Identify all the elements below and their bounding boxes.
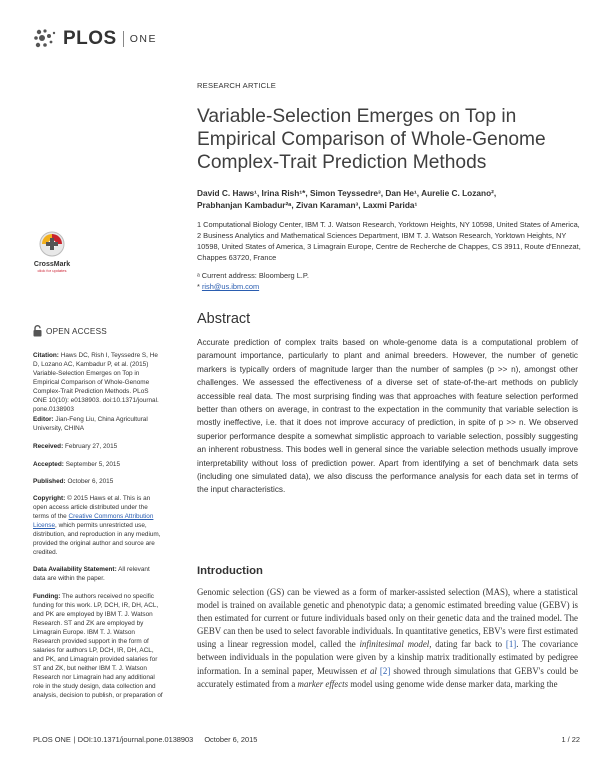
crossmark-badge[interactable] — [32, 231, 72, 273]
footer-date: October 6, 2015 — [204, 735, 258, 744]
journal-name: ONE — [129, 33, 157, 45]
article-type: RESEARCH ARTICLE — [197, 81, 277, 90]
footer-doi: DOI:10.1371/journal.pone.0138903 — [77, 735, 194, 744]
data-availability-text: All relevant data are within the paper. — [33, 566, 150, 582]
intro-em-3: marker effects — [297, 678, 349, 689]
received-block — [33, 442, 163, 451]
open-access-badge — [33, 325, 107, 337]
introduction-heading: Introduction — [197, 565, 263, 577]
published-label: Published: — [33, 478, 66, 485]
citation-link-1[interactable]: [1] — [505, 639, 517, 650]
authors-line-2: Prabhanjan Kambadur²ᵃ, Zivan Karaman³, Laxmi Parida¹ — [197, 200, 418, 210]
citation-link-2[interactable]: [2] — [379, 665, 391, 676]
received-label: Received: — [33, 443, 64, 450]
funding-text: The authors received no specific funding for this work. LP, DCH, IR, DH, ACL, and PK are employed by IBM T. J. Watson Research. ST and ZK are employed by Limagrain Europe. IBM T. J. Watson Research provided support in the form of salaries for authors LP, DCH, IR, DH, ACL, and PK, and Limagrain provided salaries for ST and ZK, but neither IBM T. J. Watson Research nor Limagrain had any additional role in the study design, data collection and analysis, decision to publish, or preparation of — [33, 593, 163, 699]
received-date: February 27, 2015 — [64, 443, 118, 450]
accepted-date: September 5, 2015 — [65, 461, 121, 468]
affiliations: 1 Computational Biology Center, IBM T. J. Watson Research, Yorktown Heights, NY 10598, United States of America, 2 Business Analytics and Mathematical Sciences Department, IBM T. J. Watson Research, Yorktown Heights, NY 10598, United States of America, 3 Limagrain Europe, Centre de Recherche de Chappes, CS 3911, Route d'Ennezat, Chappes 63720, France — [197, 220, 581, 262]
intro-text-a: Genomic selection (GS) can be viewed as a form of marker-assisted selection (MAS), where a statistical model is trained on available genetic and phenotypic data; a genomic estimated breeding value (GEBV) is then estimated for current or future individuals based only on their genetic data and the trained model. The GEBV can then be used to select favorable individuals. In quantitative genetics, EBV's were first estimated using a linear regression model, called the — [197, 587, 578, 650]
copyright-text-1: © 2015 Haws et al. This is an open access article distributed under the terms of the — [33, 495, 151, 520]
crossmark-icon — [39, 231, 65, 257]
author-list — [197, 187, 582, 211]
license-link[interactable]: Creative Commons Attribution License — [33, 513, 154, 529]
footer-left: PLOS ONE | DOI:10.1371/journal.pone.0138903 October 6, 2015 — [33, 735, 258, 744]
intro-text-b: , dating far back to — [429, 639, 506, 650]
open-access-label: OPEN ACCESS — [46, 326, 107, 336]
page-footer — [33, 735, 580, 744]
published-block — [33, 477, 163, 486]
data-availability-label: Data Availability Statement: — [33, 566, 117, 573]
citation-text: Haws DC, Rish I, Teyssedre S, He D, Lozano AC, Kambadur P, et al. (2015) Variable-Selection Emerges on Top in Empirical Comparison of Whole-Genome Complex-Trait Prediction Methods. PLoS ONE 10(10): e0138903. doi:10.1371/journal. pone.0138903 — [33, 352, 159, 413]
citation-label: Citation: — [33, 352, 59, 359]
footer-journal: PLOS ONE — [33, 735, 71, 744]
journal-logo — [33, 28, 157, 50]
corresponding-author: * rish@us.ibm.com — [197, 282, 260, 291]
funding-block — [33, 592, 163, 700]
introduction-paragraph — [197, 586, 578, 691]
article-title: Variable-Selection Emerges on Top in Empirical Comparison of Whole-Genome Complex-Trait Prediction Methods — [197, 106, 546, 173]
editor-label: Editor: — [33, 416, 54, 423]
published-date: October 6, 2015 — [67, 478, 114, 485]
crossmark-sub: click for updates — [37, 268, 67, 273]
authors-line-1: David C. Haws¹, Irina Rish¹*, Simon Teyssedre³, Dan He¹, Aurelie C. Lozano², — [197, 188, 497, 198]
intro-text-c: . The covariance between individuals in the population were given by a kinship matrix traditionally estimated by pedigree information. In a seminal paper, Meuwissen — [197, 639, 578, 676]
copyright-text-2: , which permits unrestricted use, distribution, and reproduction in any medium, provided the original author and source are credited. — [33, 522, 161, 556]
data-availability-block — [33, 565, 163, 583]
current-address: ᵃ Current address: Bloomberg L.P. — [197, 271, 309, 280]
intro-text-e: showed through simulations that GEBV's could be accurately estimated from a — [197, 665, 579, 689]
abstract-text: Accurate prediction of complex traits based on whole-genome data is a computational problem of paramount importance, particularly to plant and animal breeders. However, the number of genetic markers is typically orders of magnitude larger than the number of samples (p >> n), amongst other challenges. We assessed the effectiveness of a diverse set of state-of-the-art methods on publicly accessible real data. The most surprising finding was that approaches with feature selection performed better than others on average, in contrast to the expectation in the community that variable selection is mostly ineffective, i.e. that it does not improve accuracy of prediction, in spite of p >> n. We observed superior performance despite a somewhat simplistic approach to variable selection, possibly suggesting an inherent robustness. This bodes well in general since the variable selection methods usually improve interpretability without loss of prediction power. Apart from identifying a set of benchmark data sets (including one simulated data), we also discuss the performance analysis for each data set in terms of the input characteristics. — [197, 338, 578, 495]
crossmark-label: CrossMark — [33, 261, 71, 268]
author-notes — [197, 270, 582, 292]
abstract-heading: Abstract — [197, 311, 251, 327]
intro-em-2: et al — [360, 665, 377, 676]
open-lock-icon — [33, 325, 42, 337]
email-link[interactable]: rish@us.ibm.com — [201, 282, 260, 291]
logo-divider — [123, 31, 124, 47]
journal-brand: PLOS — [63, 28, 117, 49]
editor-text: Jian-Feng Liu, China Agricultural University, CHINA — [33, 416, 148, 432]
footer-page-number: 1 / 22 — [561, 735, 580, 744]
copyright-block — [33, 494, 163, 557]
funding-label: Funding: — [33, 593, 61, 600]
editor-block — [33, 415, 163, 433]
accepted-block — [33, 460, 163, 469]
intro-em-1: infinitesimal model — [359, 639, 430, 650]
plos-dots-icon — [33, 28, 59, 50]
accepted-label: Accepted: — [33, 461, 64, 468]
copyright-label: Copyright: — [33, 495, 66, 502]
citation-block — [33, 351, 163, 414]
intro-text-f: model using genome wide dense marker data, marking the — [348, 678, 558, 689]
